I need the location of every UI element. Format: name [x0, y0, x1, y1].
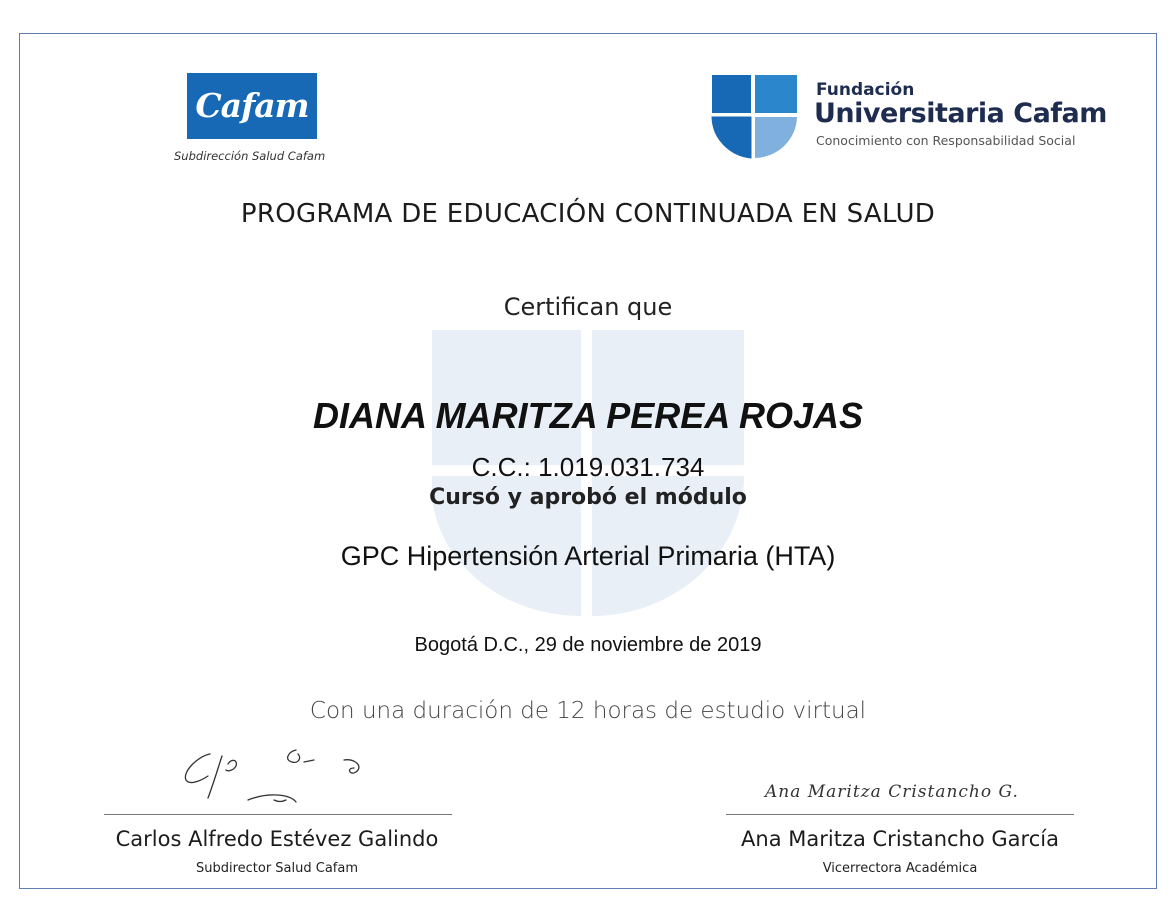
signature-right-handwriting: Ana Maritza Cristancho G. — [765, 782, 1019, 802]
certify-text: Certifican que — [503, 293, 673, 321]
cafam-logo — [187, 73, 317, 139]
place-date: Bogotá D.C., 29 de noviembre de 2019 — [414, 634, 762, 656]
signer-name-right: Ana Maritza Cristancho García — [741, 827, 1059, 851]
signer-name-left: Carlos Alfredo Estévez Galindo — [115, 827, 439, 851]
signature-line-right — [726, 814, 1074, 815]
fundacion-name: Universitaria Cafam — [814, 98, 1107, 129]
program-title: PROGRAMA DE EDUCACIÓN CONTINUADA EN SALUD — [240, 199, 936, 229]
signature-left-scribble — [178, 740, 378, 812]
duration-text: Con una duración de 12 horas de estudio virtual — [309, 698, 867, 724]
id-number: C.C.: 1.019.031.734 — [471, 452, 705, 482]
signature-line-left — [104, 814, 452, 815]
fundacion-logo-icon — [711, 74, 799, 160]
cafam-logo-text: Cafam — [195, 86, 309, 125]
signer-title-right: Vicerrectora Académica — [822, 861, 978, 876]
fundacion-label: Fundación — [816, 80, 915, 100]
approved-text: Cursó y aprobó el módulo — [429, 485, 747, 510]
cafam-subtitle: Subdirección Salud Cafam — [174, 149, 326, 163]
module-name: GPC Hipertensión Arterial Primaria (HTA) — [340, 541, 836, 571]
fundacion-tagline: Conocimiento con Responsabilidad Social — [816, 133, 1076, 148]
student-name: DIANA MARITZA PEREA ROJAS — [312, 395, 864, 436]
signer-title-left: Subdirector Salud Cafam — [195, 861, 359, 876]
